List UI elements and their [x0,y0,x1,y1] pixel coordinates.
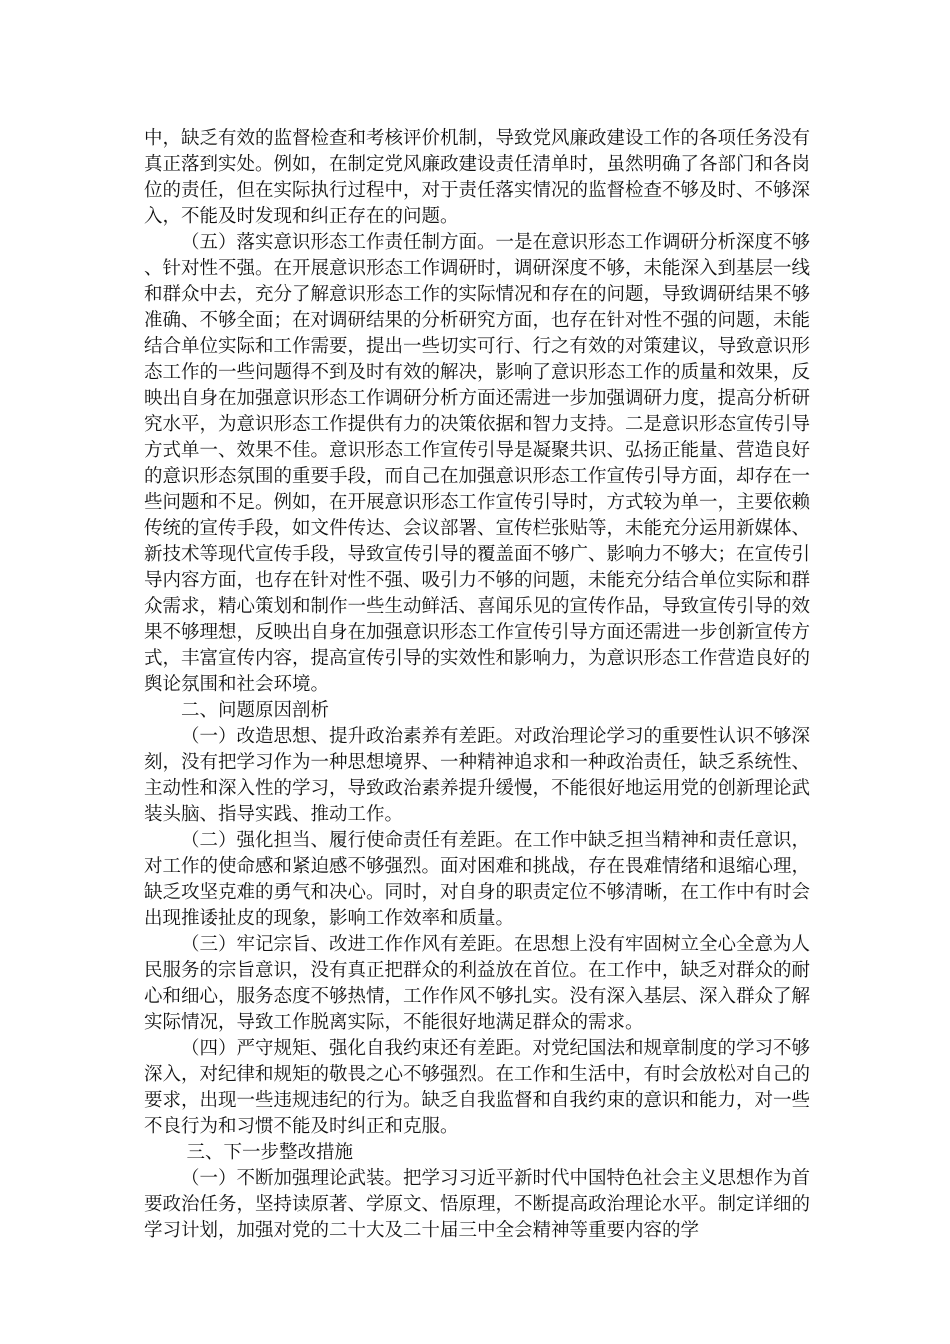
paragraph-cause-3: （三）牢记宗旨、改进工作作风有差距。在思想上没有牢固树立全心全意为人民服务的宗旨意识，没有真正把群众的利益放在首位。在工作中，缺乏对群众的耐心和细心，服务态度不够热情，工作作风不够扎实。没有深入基层、深入群众了解实际情况，导致工作脱离实际，不能很好地满足群众的需求。 [144,934,811,1033]
paragraph-cause-4: （四）严守规矩、强化自我约束还有差距。对党纪国法和规章制度的学习不够深入，对纪律和规矩的敬畏之心不够强烈。在工作和生活中，有时会放松对自己的要求，出现一些违规违纪的行为。缺乏自我监督和自我约束的意识和能力，对一些不良行为和习惯不能及时纠正和克服。 [144,1038,811,1137]
paragraph-cause-2: （二）强化担当、履行使命责任有差距。在工作中缺乏担当精神和责任意识，对工作的使命感和紧迫感不够强烈。面对困难和挑战，存在畏难情绪和退缩心理，缺乏攻坚克难的勇气和决心。同时，对自身的职责定位不够清晰，在工作中有时会出现推诿扯皮的现象，影响工作效率和质量。 [144,830,811,929]
paragraph-ideology-responsibility: （五）落实意识形态工作责任制方面。一是在意识形态工作调研分析深度不够、针对性不强。在开展意识形态工作调研时，调研深度不够，未能深入到基层一线和群众中去，充分了解意识形态工作的实际情况和存在的问题，导致调研结果不够准确、不够全面；在对调研结果的分析研究方面，也存在针对性不强的问题，未能结合单位实际和工作需要，提出一些切实可行、行之有效的对策建议，导致意识形态工作的一些问题得不到及时有效的解决，影响了意识形态工作的质量和效果，反映出自身在加强意识形态工作调研分析方面还需进一步加强调研力度，提高分析研究水平，为意识形态工作提供有力的决策依据和智力支持。二是意识形态宣传引导方式单一、效果不佳。意识形态工作宣传引导是凝聚共识、弘扬正能量、营造良好的意识形态氛围的重要手段，而自己在加强意识形态工作宣传引导方面，却存在一些问题和不足。例如，在开展意识形态工作宣传引导时，方式较为单一，主要依赖传统的宣传手段，如文件传达、会议部署、宣传栏张贴等，未能充分运用新媒体、新技术等现代宣传手段，导致宣传引导的覆盖面不够广、影响力不够大；在宣传引导内容方面，也存在针对性不强、吸引力不够的问题，未能充分结合单位实际和群众需求，精心策划和制作一些生动鲜活、喜闻乐见的宣传作品，导致宣传引导的效果不够理想，反映出自身在加强意识形态工作宣传引导方面还需进一步创新宣传方式，丰富宣传内容，提高宣传引导的实效性和影响力，为意识形态工作营造良好的舆论氛围和社会环境。 [144,232,811,695]
section-heading-rectification: 三、下一步整改措施 [186,1142,354,1163]
paragraph-measure-1: （一）不断加强理论武装。把学习习近平新时代中国特色社会主义思想作为首要政治任务，坚持读原著、学原文、悟原理，不断提高政治理论水平。制定详细的学习计划，加强对党的二十大及二十届三中全会精神等重要内容的学 [144,1168,811,1241]
section-heading-cause-analysis: 二、问题原因剖析 [181,700,330,721]
paragraph-cause-1: （一）改造思想、提升政治素养有差距。对政治理论学习的重要性认识不够深刻，没有把学习作为一种思想境界、一种精神追求和一种政治责任，缺乏系统性、主动性和深入性的学习，导致政治素养提升缓慢，不能很好地运用党的创新理论武装头脑、指导实践、推动工作。 [144,726,811,825]
paragraph-continuation: 中，缺乏有效的监督检查和考核评价机制，导致党风廉政建设工作的各项任务没有真正落到实处。例如，在制定党风廉政建设责任清单时，虽然明确了各部门和各岗位的责任，但在实际执行过程中，对于责任落实情况的监督检查不够及时、不够深入，不能及时发现和纠正存在的问题。 [144,128,811,227]
document-page [144,126,810,1244]
